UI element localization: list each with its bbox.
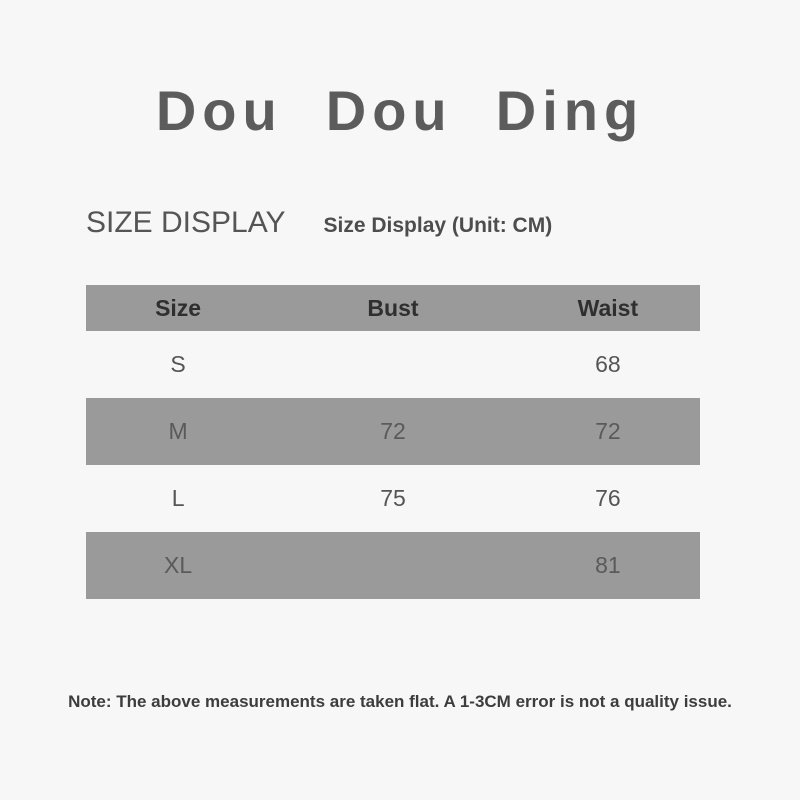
- cell-waist: 81: [595, 552, 621, 578]
- measurement-note: Note: The above measurements are taken flat. A 1-3CM error is not a quality issue.: [68, 692, 732, 711]
- cell-bust: [270, 532, 516, 599]
- cell-waist: 72: [595, 418, 621, 444]
- cell-bust: [270, 331, 516, 398]
- table-row: [86, 398, 700, 465]
- column-header-waist: Waist: [577, 294, 639, 321]
- section-heading-sub: Size Display (Unit: CM): [323, 214, 553, 237]
- cell-waist: 76: [595, 485, 621, 511]
- table-row: [86, 331, 700, 398]
- column-header-bust: Bust: [367, 294, 419, 321]
- cell-size: XL: [164, 552, 193, 578]
- size-table-header: [86, 285, 700, 331]
- size-table-body: [86, 331, 700, 599]
- table-row: [86, 532, 700, 599]
- section-heading-en: SIZE DISPLAY: [86, 206, 286, 239]
- table-header-row: [86, 285, 700, 331]
- column-header-size: Size: [155, 294, 202, 321]
- cell-size: L: [171, 485, 185, 511]
- cell-size: S: [170, 351, 186, 377]
- size-table: [86, 285, 700, 599]
- section-heading-group: [86, 206, 706, 240]
- cell-size: M: [168, 418, 188, 444]
- table-row: [86, 465, 700, 532]
- cell-bust: 72: [380, 418, 406, 444]
- brand-title: Dou Dou Ding: [155, 79, 645, 142]
- cell-waist: 68: [595, 351, 621, 377]
- cell-bust: 75: [380, 485, 406, 511]
